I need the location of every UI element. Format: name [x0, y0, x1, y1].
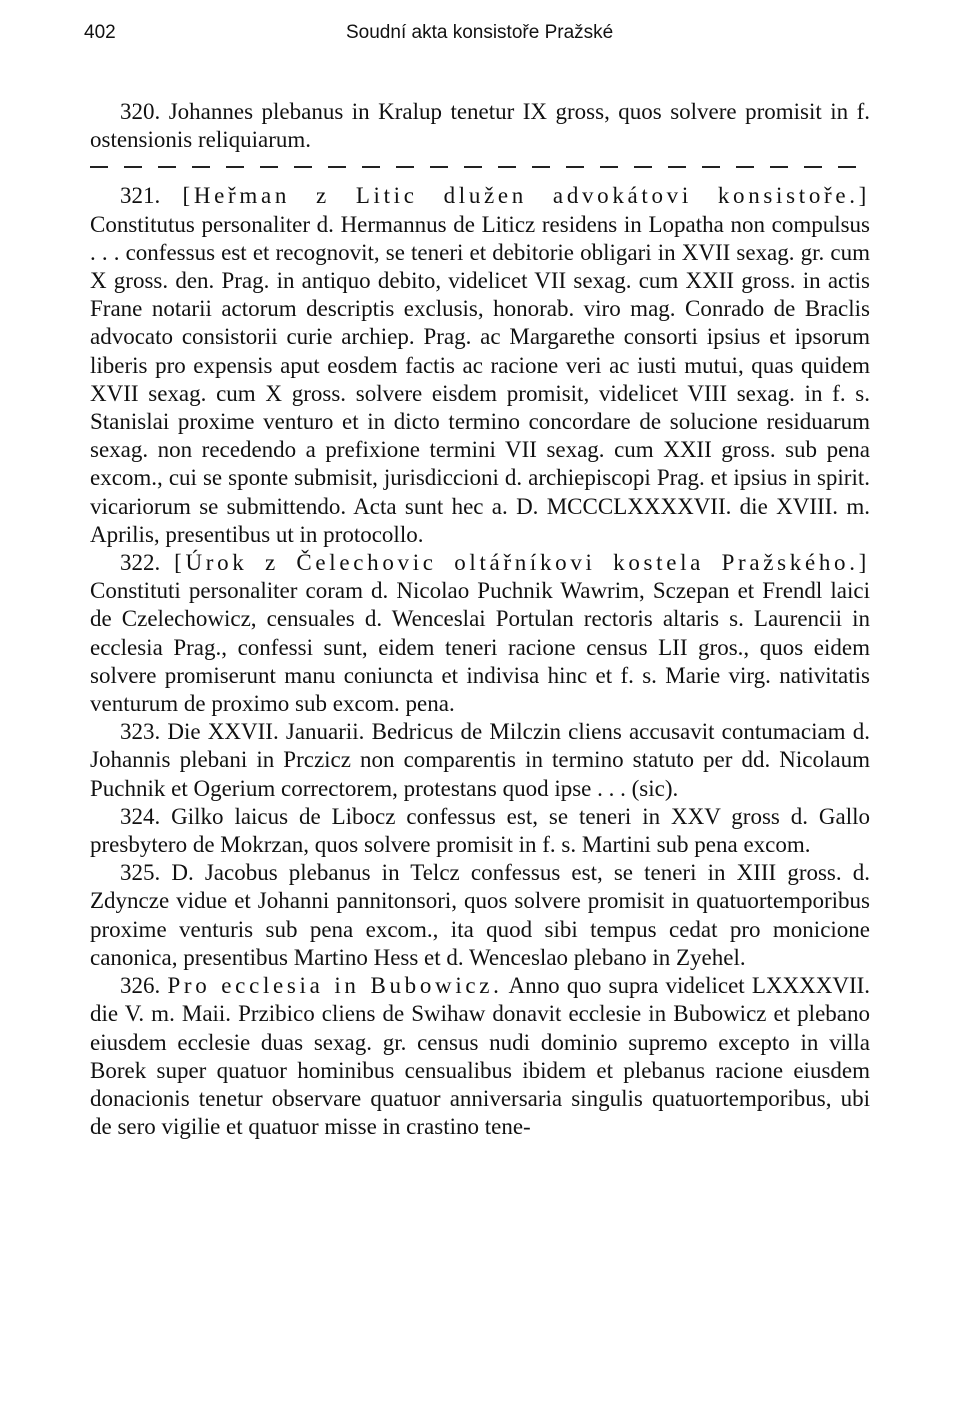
entry-number: 325. — [120, 860, 161, 886]
document-body — [90, 98, 870, 1141]
entry-323 — [90, 718, 870, 803]
running-head — [84, 22, 870, 54]
entry-322 — [90, 549, 870, 718]
entry-number: 323. — [120, 719, 161, 745]
document-page — [84, 22, 871, 1141]
entry-text: Johannes plebanus in Kralup tenetur IX gross, quos solvere promisit in f. ostensionis reliquiarum. — [90, 99, 871, 153]
entry-text: Constitutus personaliter d. Hermannus de Liticz residens in Lopatha non compulsus . . . confessus est et recognovit, se teneri et debitorie obligari in XVII sexag. gr. cum X gross. den. Prag. in antiquo debito, videlicet VII sexag. cum XXII gross. in actis Frane notarii actorum descriptis exclusis, honorab. viro mag. Conrado de Braclis advocato consistorii curie archiep. Prag. ac Margarethe consorti ipsius et ipsorum liberis pro expensis aput eosdem factis ac racione veri ac iusti mutui, quas quidem XVII sexag. cum X gross. solvere eisdem promisit, videlicet VIII sexag. in f. s. Stanislai proxime venturo et in dicto termino concordare de solucione residuarum sexag. non recedendo a prefixione termini VII sexag. cum XXII gross. sub pena excom., cui se sponte submisit, jurisdiccioni d. archiepiscopi Prag. et ipsius in spirit. vicariorum se submittendo. Acta sunt hec a. D. MCCCLXXXXVII. die XVIII. m. Aprilis, presentibus ut in protocollo. — [90, 211, 870, 547]
entry-heading: Pro ecclesia in Bubowicz. — [167, 973, 503, 999]
entry-number: 322. — [120, 550, 161, 576]
entry-321 — [90, 182, 870, 549]
entry-heading: [Heřman z Litic dlužen advokátovi konsistoře.] — [182, 183, 871, 209]
entry-text: Constituti personaliter coram d. Nicolao Puchnik Wawrim, Sczepan et Frendl laici de Czelechowicz, censuales d. Wenceslai Portulan rectoris altaris s. Laurencii in ecclesia Prag., confessi sunt, eidem teneri racione census LII gros., quos eidem solvere promiserunt manu coniuncta et indivisa hinc et f. s. Marie virg. nativitatis venturum de proximo sub excom. pena. — [90, 578, 870, 717]
entry-326 — [90, 972, 870, 1141]
dashed-separator — [90, 166, 870, 168]
entry-number: 326. — [120, 973, 161, 999]
entry-number: 321. — [120, 183, 161, 209]
entry-text: Gilko laicus de Libocz confessus est, se teneri in XXV gross d. Gallo presbytero de Mokrzan, quos solvere promisit in f. s. Martini sub pena excom. — [90, 803, 871, 858]
entry-324 — [90, 803, 870, 859]
entry-number: 320. — [120, 99, 161, 124]
page-number: 402 — [84, 22, 116, 43]
entry-325 — [90, 859, 870, 972]
entry-text: Anno quo supra videlicet LXXXXVII. die V. m. Maii. Przibico cliens de Swihaw donavit ecclesie in Bubowicz et plebano eiusdem ecclesie duas sexag. gr. census nudi dominio supremo excepto in villa Borek super quatuor hominibus censualibus ibidem et plebanus racione eiusdem donacionis tenetur observare quatuor anniversaria singulis quatuortemporibus, ubi de sero vigilie et quatuor misse in crastino tene- — [90, 973, 871, 1140]
entry-text: Die XXVII. Januarii. Bedricus de Milczin cliens accusavit contumaciam d. Johannis plebani in Prczicz non comparentis in termino statuto per dd. Nicolaum Puchnik et Ogerium correctorem, protestans quod ipse . . . (sic). — [90, 719, 870, 801]
entry-320 — [90, 98, 870, 154]
running-title: Soudní akta konsistoře Pražské — [346, 22, 614, 43]
entry-number: 324. — [120, 803, 161, 829]
entry-heading: [Úrok z Čelechovic oltářníkovi kostela Pražského.] — [174, 550, 870, 576]
entry-text: D. Jacobus plebanus in Telcz confessus est, se teneri in XIII gross. d. Zdyncze vidue et Johanni pannitonsori, quos solvere promisit in quatuortemporibus proxime venturis sub pena excom., ita quod sibi tempus cedat pro monicione canonica, presentibus Martino Hess et d. Wenceslao plebano in Zyehel. — [90, 860, 870, 970]
